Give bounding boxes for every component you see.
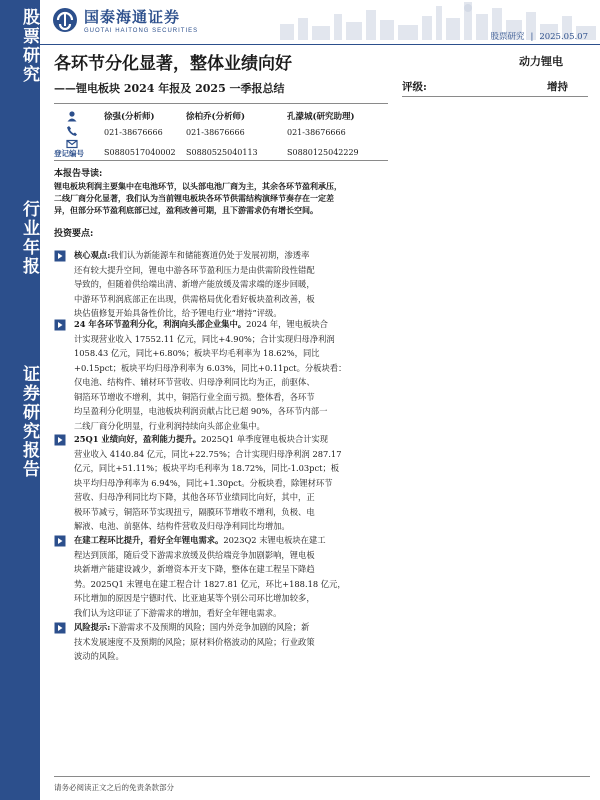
analyst-3-phone: 021-38676666 [287, 128, 346, 137]
logo-english-name: GUOTAI HAITONG SECURITIES [84, 28, 199, 34]
sidebar-label-stock-research: 股票研究 [19, 8, 39, 84]
analyst-2-name: 徐柏乔(分析师) [186, 112, 246, 122]
intro-line: 二线厂商分化显著，我们认为当前锂电板块各环节供需结构演绎节奏存在一定差 [54, 193, 334, 203]
point-bold-lead: 24 年各环节盈利分化，利润向头部企业集中。 [74, 319, 247, 329]
sidebar-label-industry-annual: 行业年报 [19, 200, 39, 276]
analyst-2-phone: 021-38676666 [186, 128, 245, 137]
point-text: 营收、归母净利同比均下降，其他各环节业绩同比向好，其中，正 [74, 492, 315, 502]
analyst-1-reg: S0880517040002 [104, 148, 176, 157]
title-divider [54, 103, 388, 104]
intro-heading: 本报告导读: [54, 169, 103, 179]
point-text: 程达到顶部，随后受下游需求放缓及供给端竞争加剧影响，锂电板 [74, 549, 315, 560]
point-text: 均呈盈利分化明显，电池板块利润贡献占比已超 90%，各环节内部一 [74, 406, 328, 416]
point-bold-lead: 在建工程环比提升，看好全年锂电需求。 [74, 535, 224, 545]
page-title: 各环节分化显著，整体业绩向好 [54, 54, 292, 74]
point-text: +0.15pct；板块平均归母净利率为 6.03%，同比+0.11pct。分板块看： [74, 362, 347, 373]
analyst-3-reg: S0880125042229 [287, 148, 359, 157]
point-text: 块新增产能建设减少，新增资本开支下降，整体在建工程呈下降趋 [74, 564, 315, 574]
point-text: 营业收入 4140.84 亿元，同比+22.75%；合计实现归母净利润 287.17 [74, 448, 342, 459]
bullet-arrow-icon [54, 434, 66, 446]
bullet-arrow-icon [54, 622, 66, 634]
point-risk [74, 620, 586, 664]
point-text: 势。2025Q1 末锂电在建工程合计 1827.81 亿元，环比+188.18 亿元， [74, 578, 346, 589]
point-text: 我们认为新能源车和储能赛道仍处于发展初期，渗透率 [110, 250, 310, 260]
user-icon [66, 110, 78, 122]
analyst-3-name: 孔濛城(研究助理) [287, 112, 355, 122]
analyst-divider [54, 160, 388, 161]
industry-label: 动力锂电 [519, 55, 563, 68]
point-text: 2025Q1 单季度锂电板块合计实现 [201, 434, 329, 444]
point-text: 环比增加的原因是宁德时代、比亚迪某等个别公司环比增加较多， [74, 593, 315, 603]
point-text: 2024 年，锂电板块合 [246, 319, 328, 329]
point-text: 下游需求不及预期的风险；国内外竞争加剧的风险；新 [110, 622, 310, 632]
point-construction [74, 533, 586, 620]
footer-disclaimer: 请务必阅读正文之后的免责条款部分 [54, 783, 174, 792]
bullet-arrow-icon [54, 535, 66, 547]
point-text: 解液、电池、前驱体、结构件营收及归母净利同比均增加。 [74, 521, 290, 531]
rating-divider [402, 96, 588, 97]
point-text: 我们认为这印证了下游需求的增加，看好全年锂电需求。 [74, 607, 282, 618]
point-text: 仅电池、结构件、辅材环节营收、归母净利同比均为正，前驱体、 [74, 377, 315, 387]
point-text: 导致的，但随着供给端出清、新增产能放缓及需求端的逐步回暖， [74, 279, 315, 289]
intro-line: 锂电板块利润主要集中在电池环节，以头部电池厂商为主，其余各环节盈利承压， [54, 181, 342, 191]
point-2025q1-performance [74, 432, 586, 534]
report-type: 股票研究 [490, 32, 525, 42]
point-text: 亿元，同比+51.11%；板块平均毛利率为 18.72%，同比-1.03pct；板 [74, 463, 340, 473]
analyst-2-reg: S0880525040113 [186, 148, 258, 157]
point-text: 波动的风险。 [74, 651, 124, 661]
report-meta [484, 30, 588, 42]
point-text: 2023Q2 末锂电板块在建工 [223, 535, 326, 545]
point-text: 铜箔环节增收不增利，其中，铜箔行业全面亏损。整体看，各环节 [74, 391, 315, 402]
analyst-1-name: 徐强(分析师) [104, 112, 155, 122]
page-subtitle: ——锂电板块 2024 年报及 2025 一季报总结 [54, 82, 285, 95]
point-text: 还有较大提升空间，锂电中游各环节盈利压力是由供需阶段性错配 [74, 264, 315, 275]
point-text: 极环节减亏，铜箔环节实现扭亏，隔膜环节增收不增利，负极、电 [74, 506, 315, 517]
intro-text [54, 180, 590, 216]
sidebar-label-securities-report: 证券研究报告 [19, 365, 39, 479]
analyst-1-phone: 021-38676666 [104, 128, 163, 137]
rating-value: 增持 [547, 81, 568, 93]
header-divider [40, 44, 600, 45]
registration-label: 登记编号 [54, 149, 84, 158]
report-separator: | [530, 32, 534, 42]
point-bold-lead: 核心观点: [74, 250, 111, 260]
point-bold-lead: 25Q1 业绩向好，盈利能力提升。 [74, 434, 201, 444]
company-logo [52, 6, 198, 34]
point-text: 二线厂商分化明显，行业利润持续向头部企业集中。 [74, 420, 265, 431]
point-text: 块平均归母净利率为 6.94%，同比+1.30pct。分板块看，除锂材环节 [74, 477, 333, 488]
point-text: 块估值修复开始具备性价比，给予锂电行业“增持”评级。 [74, 308, 282, 318]
point-text: 技术发展速度不及预期的风险；原材料价格波动的风险；行业政策 [74, 636, 315, 647]
report-date: 2025.05.07 [539, 32, 588, 42]
left-sidebar [0, 0, 40, 800]
bullet-arrow-icon [54, 250, 66, 262]
phone-icon [66, 125, 78, 137]
rating-label: 评级: [402, 81, 427, 93]
intro-line: 异，但部分环节盈利底部已过，盈利改善可期，且下游需求仍有增长空间。 [54, 205, 318, 215]
points-heading: 投资要点: [54, 229, 94, 239]
logo-chinese-name: 国泰海通证券 [84, 8, 181, 26]
point-bold-lead: 风险提示: [74, 622, 111, 632]
footer-divider [54, 776, 590, 777]
point-2024-performance [74, 317, 586, 433]
bullet-arrow-icon [54, 319, 66, 331]
point-core-view [74, 248, 586, 321]
point-text: 1058.43 亿元，同比+6.80%；板块平均毛利率为 18.62%，同比 [74, 348, 320, 358]
point-text: 中游环节利润底部正在出现，供需格局优化看好板块盈利改善，板 [74, 293, 315, 304]
company-logo-icon [52, 7, 78, 33]
point-text: 计实现营业收入 17552.11 亿元，同比+4.90%；合计实现归母净利润 [74, 333, 335, 344]
